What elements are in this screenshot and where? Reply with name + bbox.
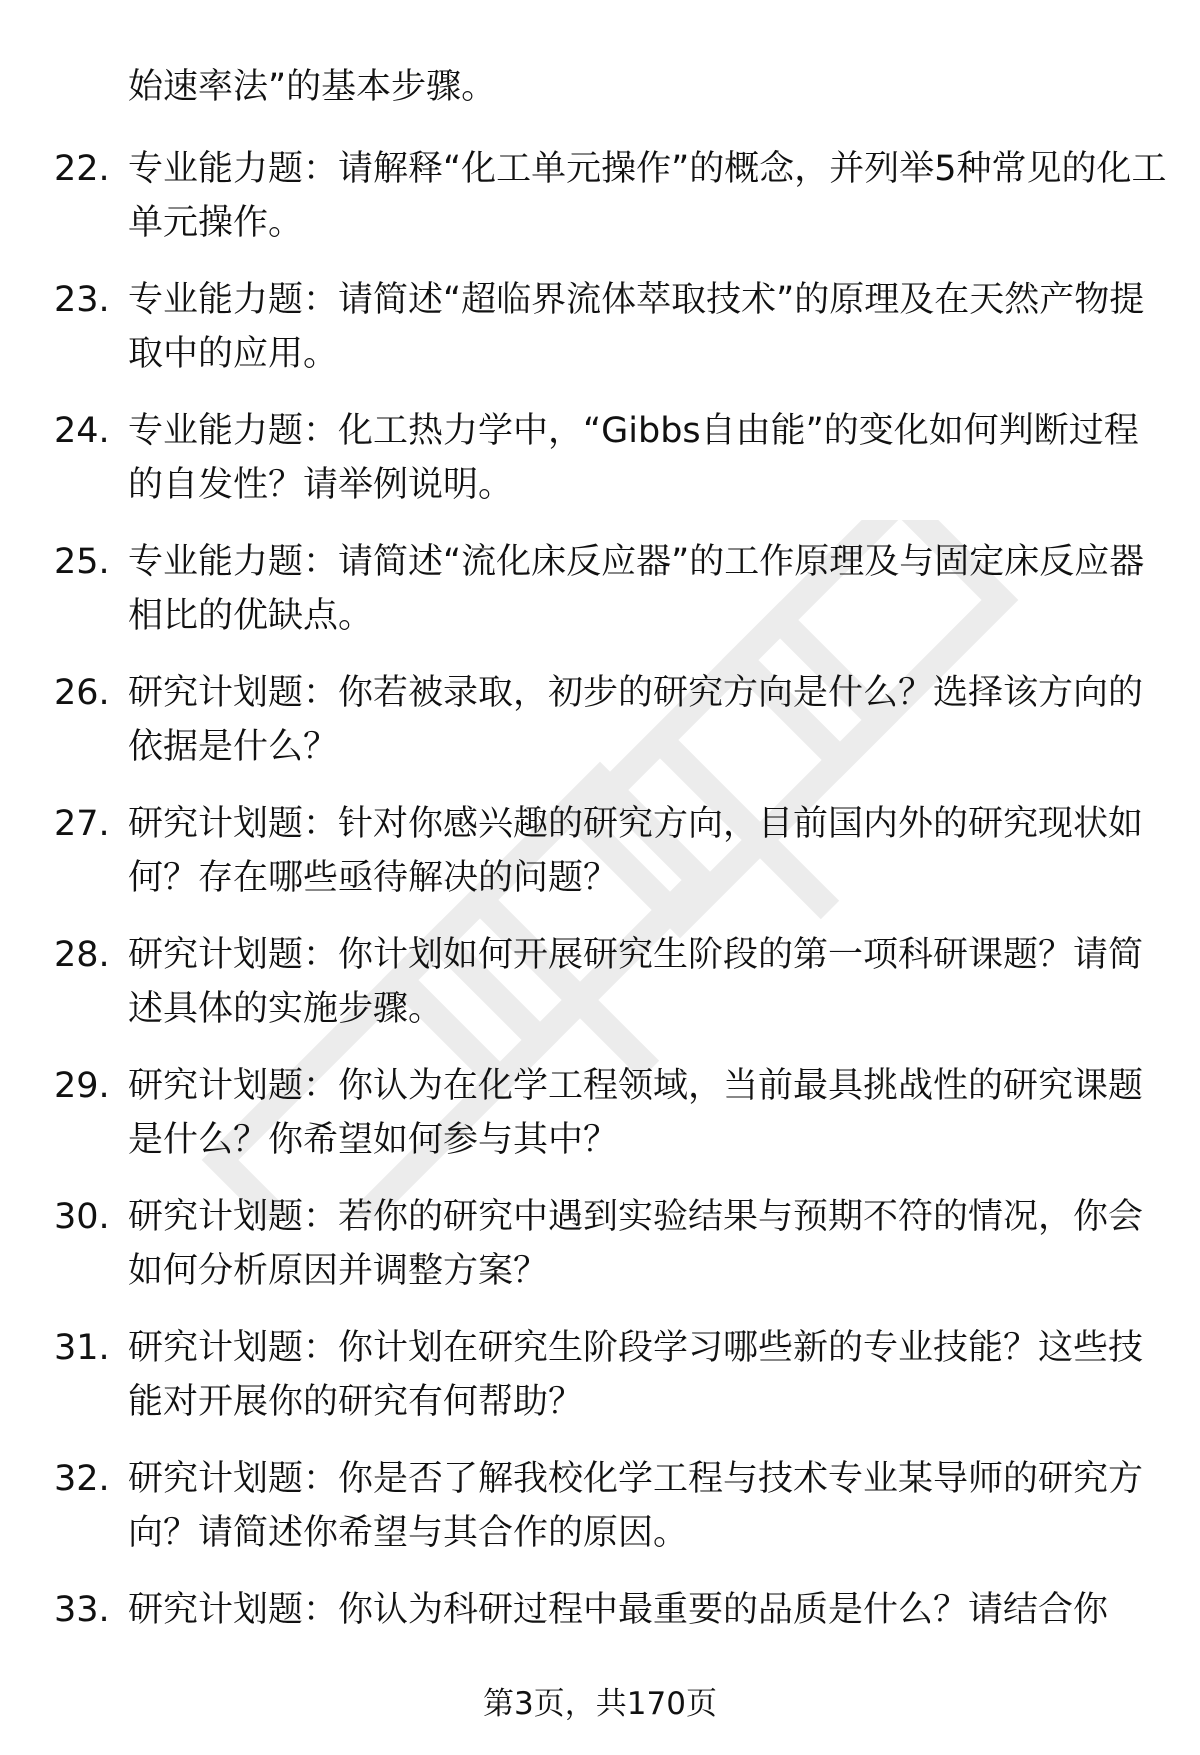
- question-number: 24.: [54, 411, 110, 451]
- question-text: 专业能力题：化工热力学中，“Gibbs自由能”的变化如何判断过程的自发性？请举例说明。: [128, 411, 1139, 505]
- question-item: [0, 273, 1200, 404]
- question-text: 研究计划题：你认为在化学工程领域，当前最具挑战性的研究课题是什么？你希望如何参与其中？: [128, 1066, 1144, 1160]
- question-text: 研究计划题：你若被录取，初步的研究方向是什么？选择该方向的依据是什么？: [128, 673, 1144, 767]
- question-text: 研究计划题：若你的研究中遇到实验结果与预期不符的情况，你会如何分析原因并调整方案？: [128, 1197, 1144, 1291]
- question-text: 研究计划题：你是否了解我校化学工程与技术专业某导师的研究方向？请简述你希望与其合作的原因。: [128, 1459, 1144, 1553]
- question-item: [0, 666, 1200, 797]
- question-text: 研究计划题：针对你感兴趣的研究方向，目前国内外的研究现状如何？存在哪些亟待解决的问题？: [128, 804, 1144, 898]
- question-text: 研究计划题：你认为科研过程中最重要的品质是什么？请结合你: [128, 1590, 1109, 1630]
- question-number: 26.: [54, 673, 110, 713]
- question-number: 22.: [54, 149, 110, 189]
- question-item: [0, 142, 1200, 273]
- question-number: 33.: [54, 1590, 110, 1630]
- question-item: [0, 797, 1200, 928]
- question-number: 30.: [54, 1197, 110, 1237]
- question-number: 32.: [54, 1459, 110, 1499]
- page-footer: 第3页，共170页: [483, 1686, 717, 1722]
- question-number: 25.: [54, 542, 110, 582]
- question-item: [0, 404, 1200, 535]
- question-item: [0, 535, 1200, 666]
- question-item: [0, 1190, 1200, 1321]
- question-number: 31.: [54, 1328, 110, 1368]
- question-item: [0, 1059, 1200, 1190]
- question-number: 28.: [54, 935, 110, 975]
- question-text: 研究计划题：你计划在研究生阶段学习哪些新的专业技能？这些技能对开展你的研究有何帮助？: [128, 1328, 1144, 1422]
- continuation-line: 始速率法”的基本步骤。: [128, 67, 497, 107]
- question-text: 专业能力题：请简述“超临界流体萃取技术”的原理及在天然产物提取中的应用。: [128, 280, 1145, 374]
- question-text: 专业能力题：请解释“化工单元操作”的概念，并列举5种常见的化工单元操作。: [128, 149, 1167, 243]
- question-list: [0, 142, 1200, 1714]
- question-item: [0, 1321, 1200, 1452]
- question-item: [0, 928, 1200, 1059]
- question-number: 23.: [54, 280, 110, 320]
- question-number: 27.: [54, 804, 110, 844]
- question-text: 研究计划题：你计划如何开展研究生阶段的第一项科研课题？请简述具体的实施步骤。: [128, 935, 1144, 1029]
- question-number: 29.: [54, 1066, 110, 1106]
- question-text: 专业能力题：请简述“流化床反应器”的工作原理及与固定床反应器相比的优缺点。: [128, 542, 1145, 636]
- question-item: [0, 1452, 1200, 1583]
